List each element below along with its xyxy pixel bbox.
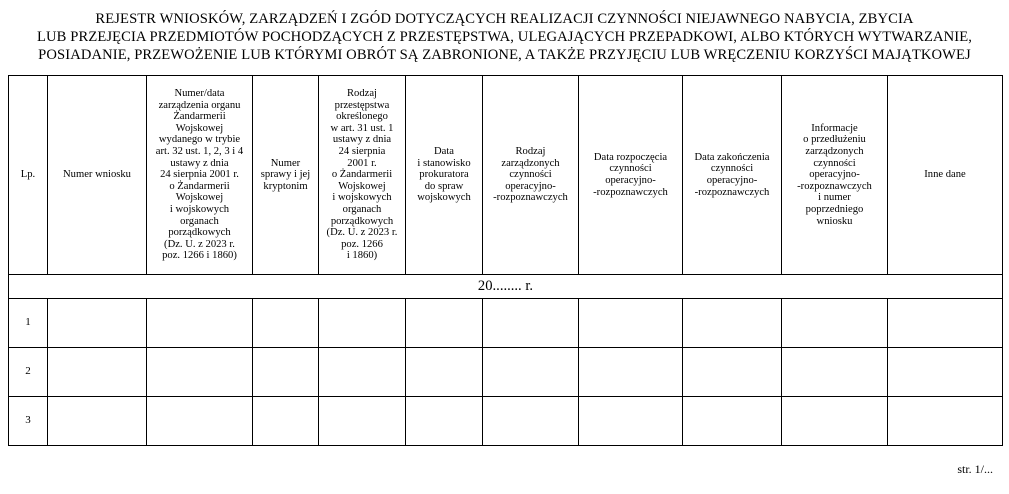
table-cell: [319, 299, 406, 348]
table-cell: [483, 397, 579, 446]
table-cell: [48, 348, 147, 397]
table-cell: [253, 397, 319, 446]
table-cell: [406, 397, 483, 446]
title-line-3: POSIADANIE, PRZEWOŻENIE LUB KTÓRYMI OBRÓT SĄ ZABRONIONE, A TAKŻE PRZYJĘCIU LUB WRĘCZENIU KORZYŚCI MAJĄTKOWEJ: [38, 47, 971, 63]
register-title: [0, 10, 1009, 64]
table-row: [9, 348, 1003, 397]
row-number: 1: [9, 299, 48, 348]
table-cell: [406, 348, 483, 397]
header-data-rozpoczecia: Data rozpoczęcia czynności operacyjno- -rozpoznawczych: [579, 76, 683, 275]
table-cell: [782, 299, 888, 348]
title-line-2: LUB PRZEJĘCIA PRZEDMIOTÓW POCHODZĄCYCH Z PRZESTĘPSTWA, ULEGAJĄCYCH PRZEPADKOWI, ALBO KTÓRYCH WYTWARZANIE,: [37, 29, 972, 45]
table-cell: [888, 348, 1003, 397]
table-cell: [147, 348, 253, 397]
header-numer-wniosku: Numer wniosku: [48, 76, 147, 275]
table-cell: [48, 397, 147, 446]
header-row: [9, 76, 1003, 275]
table-cell: [782, 397, 888, 446]
header-data-zakonczenia: Data zakończenia czynności operacyjno- -rozpoznawczych: [683, 76, 782, 275]
table-cell: [406, 299, 483, 348]
header-numer-data-zarzadzenia: Numer/data zarządzenia organu Żandarmerii Wojskowej wydanego w trybie art. 32 ust. 1, 2, 3 i 4 ustawy z dnia 24 sierpnia 2001 r. o Żandarmerii Wojskowej i wojskowych organach porządkowych (Dz. U. z 2023 r. poz. 1266 i 1860): [147, 76, 253, 275]
page-number: str. 1/...: [957, 462, 993, 476]
header-rodzaj-przestepstwa: Rodzaj przestępstwa określonego w art. 31 ust. 1 ustawy z dnia 24 sierpnia 2001 r. o Żandarmerii Wojskowej i wojskowych organach porządkowych (Dz. U. z 2023 r. poz. 1266 i 1860): [319, 76, 406, 275]
table-row: [9, 397, 1003, 446]
title-line-1: REJESTR WNIOSKÓW, ZARZĄDZEŃ I ZGÓD DOTYCZĄCYCH REALIZACJI CZYNNOŚCI NIEJAWNEGO NABYCIA, ZBYCIA: [95, 11, 914, 27]
table-cell: [683, 397, 782, 446]
header-rodzaj-czynnosci: Rodzaj zarządzonych czynności operacyjno- -rozpoznawczych: [483, 76, 579, 275]
table-cell: [782, 348, 888, 397]
table-cell: [319, 348, 406, 397]
table-cell: [683, 299, 782, 348]
table-cell: [579, 348, 683, 397]
table-row: [9, 299, 1003, 348]
header-lp: Lp.: [9, 76, 48, 275]
table-cell: [683, 348, 782, 397]
table-cell: [888, 299, 1003, 348]
year-row: [9, 275, 1003, 299]
row-number: 3: [9, 397, 48, 446]
header-informacje-przedluzenie: Informacje o przedłużeniu zarządzonych czynności operacyjno- -rozpoznawczych i numer poprzedniego wniosku: [782, 76, 888, 275]
header-data-prokuratora: Data i stanowisko prokuratora do spraw wojskowych: [406, 76, 483, 275]
table-cell: [48, 299, 147, 348]
table-cell: [579, 299, 683, 348]
table-cell: [319, 397, 406, 446]
table-cell: [147, 397, 253, 446]
header-inne-dane: Inne dane: [888, 76, 1003, 275]
table-cell: [483, 299, 579, 348]
table-cell: [147, 299, 253, 348]
table-cell: [253, 348, 319, 397]
table-cell: [579, 397, 683, 446]
table-cell: [888, 397, 1003, 446]
header-numer-sprawy: Numer sprawy i jej kryptonim: [253, 76, 319, 275]
table-cell: [483, 348, 579, 397]
register-table: [8, 75, 1003, 446]
table-cell: [253, 299, 319, 348]
row-number: 2: [9, 348, 48, 397]
year-label: 20........ r.: [9, 275, 1003, 299]
